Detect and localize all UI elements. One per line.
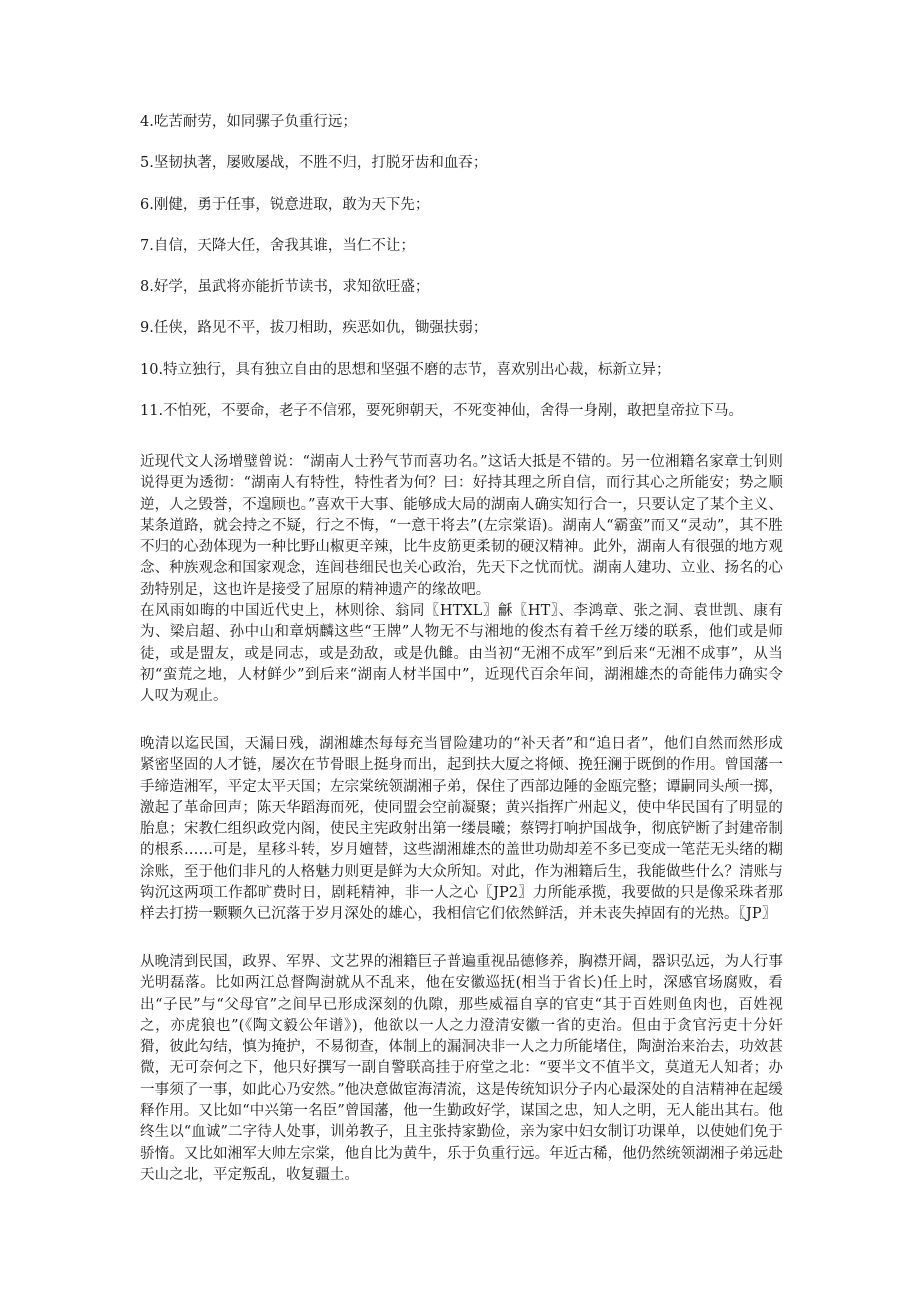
list-item: 4.吃苦耐劳，如同骡子负重行远； xyxy=(140,114,357,130)
list-item: 7.自信，天降大任，舍我其谁，当仁不让； xyxy=(140,237,415,254)
paragraph: 近现代文人汤增璧曾说：“湖南人士矜气节而喜功名。”这话大抵是不错的。另一位湘籍名家章士钊则说得更为透彻：“湖南人有特性，特性者为何？曰：好持其理之所自信，而行其心之所能安；势之顺逆，人之毁誉，不遑顾也。”喜欢干大事、能够成大局的湖南人确实知行合一，只要认定了某个主义、某条道路，就会持之不疑，行之不悔，“一意干将去”(左宗棠语)。湖南人“霸蛮”而又“灵动”，其不胜不归的心劲体现为一种比野山椒更辛辣，比牛皮筋更柔韧的硬汉精神。此外，湖南人有很强的地方观念、种族观念和国家观念，连闾巷细民也关心政治，先天下之忧而忧。湖南人建功、立业、扬名的心劲特别足，这也许是接受了屈原的精神遗产的缘故吧。 xyxy=(140,454,783,598)
list-item: 8.好学，虽武将亦能折节读书，求知欲旺盛； xyxy=(140,279,430,296)
paragraph: 从晚清到民国，政界、军界、文艺界的湘籍巨子普遍重视品德修养，胸襟开阔，器识弘远，为人行事光明磊落。比如两江总督陶澍就从不乱来，他在安徽巡抚(相当于省长)任上时，深感官场腐败，看出“子民”与“父母官”之间早已形成深刻的仇隙，那些威福自享的官吏“其于百姓则鱼肉也，百姓视之，亦虎狼也”(《陶文毅公年谱》)，他欲以一人之力澄清安徽一省的吏治。但由于贪官污吏十分奸猾，彼此勾结，慎为掩护，不易彻查，体制上的漏洞决非一人之力所能堵住，陶澍治来治去，功效甚微，无可奈何之下，他只好撰写一副自警联高挂于府堂之北：“要半文不值半文，莫道无人知者；办一事须了一事，如此心乃安然。”他决意做宦海清流，这是传统知识分子内心最深处的自洁精神在起缓释作用。又比如“中兴第一名臣”曾国藩，他一生勤政好学，谋国之忠，知人之明，无人能出其右。他终生以“血诚”二字待人处事，训弟教子，且主张持家勤俭，亲为家中妇女制订功课单，以使她们免于骄惰。又比如湘军大帅左宗棠，他自比为黄牛，乐于负重行远。年近古稀，他仍然统领湖湘子弟远赴天山之北，平定叛乱，收复疆土。 xyxy=(140,954,783,1183)
list-item: 10.特立独行，具有独立自由的思想和坚强不磨的志节，喜欢别出心裁，标新立异； xyxy=(140,361,671,378)
trait-list xyxy=(140,112,800,442)
paragraph: 在风雨如晦的中国近代史上，林则徐、翁同〖HTXL〗龢〖HT〗、李鸿章、张之洞、袁世凯、康有为、梁启超、孙中山和章炳麟这些“王牌”人物无不与湘地的俊杰有着千丝万缕的联系，他们或是师徒，或是盟友，或是同志，或是劲敌，或是仇雠。由当初“无湘不成军”到后来“无湘不成事”，从当初“蛮荒之地，人材鲜少”到后来“湖南人材半国中”，近现代百余年间，湖湘雄杰的奇能伟力确实令人叹为观止。 xyxy=(140,603,783,705)
list-item: 11.不怕死，不要命，老子不信邪，要死卵朝天，不死变神仙，舍得一身剐，敢把皇帝拉下马。 xyxy=(140,403,744,420)
list-item: 6.刚健，勇于任事，锐意进取，敢为天下先； xyxy=(140,196,430,213)
list-item: 5.坚韧执著，屡败屡战，不胜不归，打脱牙齿和血吞； xyxy=(140,155,488,172)
paragraph: 晚清以迄民国，天漏日残，湖湘雄杰每每充当冒险建功的“补天者”和“追日者”，他们自然而然形成紧密坚固的人才链，屡次在节骨眼上挺身而出，起到扶大厦之将倾、挽狂澜于既倒的作用。曾国藩一手缔造湘军，平定太平天国；左宗棠统领湖湘子弟，保住了西部边陲的金瓯完整；谭嗣同头颅一掷，激起了革命回声；陈天华蹈海而死，使同盟会空前凝聚；黄兴指挥广州起义，使中华民国有了明显的胎息；宋教仁组织政党内阁，使民主宪政射出第一缕晨曦；蔡锷打响护国战争，彻底铲断了封建帝制的根系……可是，星移斗转，岁月嬗替，这些湖湘雄杰的盖世功勋却差不多已变成一笔茫无头绪的糊涂账，至于他们非凡的人格魅力则更是鲜为大众所知。对此，作为湘籍后生，我能做些什么？清账与钩沉这两项工作都旷费时日，剧耗精神，非一人之心〖JP2〗力所能承揽，我要做的只是像采珠者那样去打捞一颗颗久已沉落于岁月深处的雄心，我相信它们依然鲜活，并未丧失掉固有的光热。〖JP〗 xyxy=(140,736,783,923)
list-item: 9.任侠，路见不平，拔刀相助，疾恶如仇，锄强扶弱； xyxy=(140,320,488,337)
